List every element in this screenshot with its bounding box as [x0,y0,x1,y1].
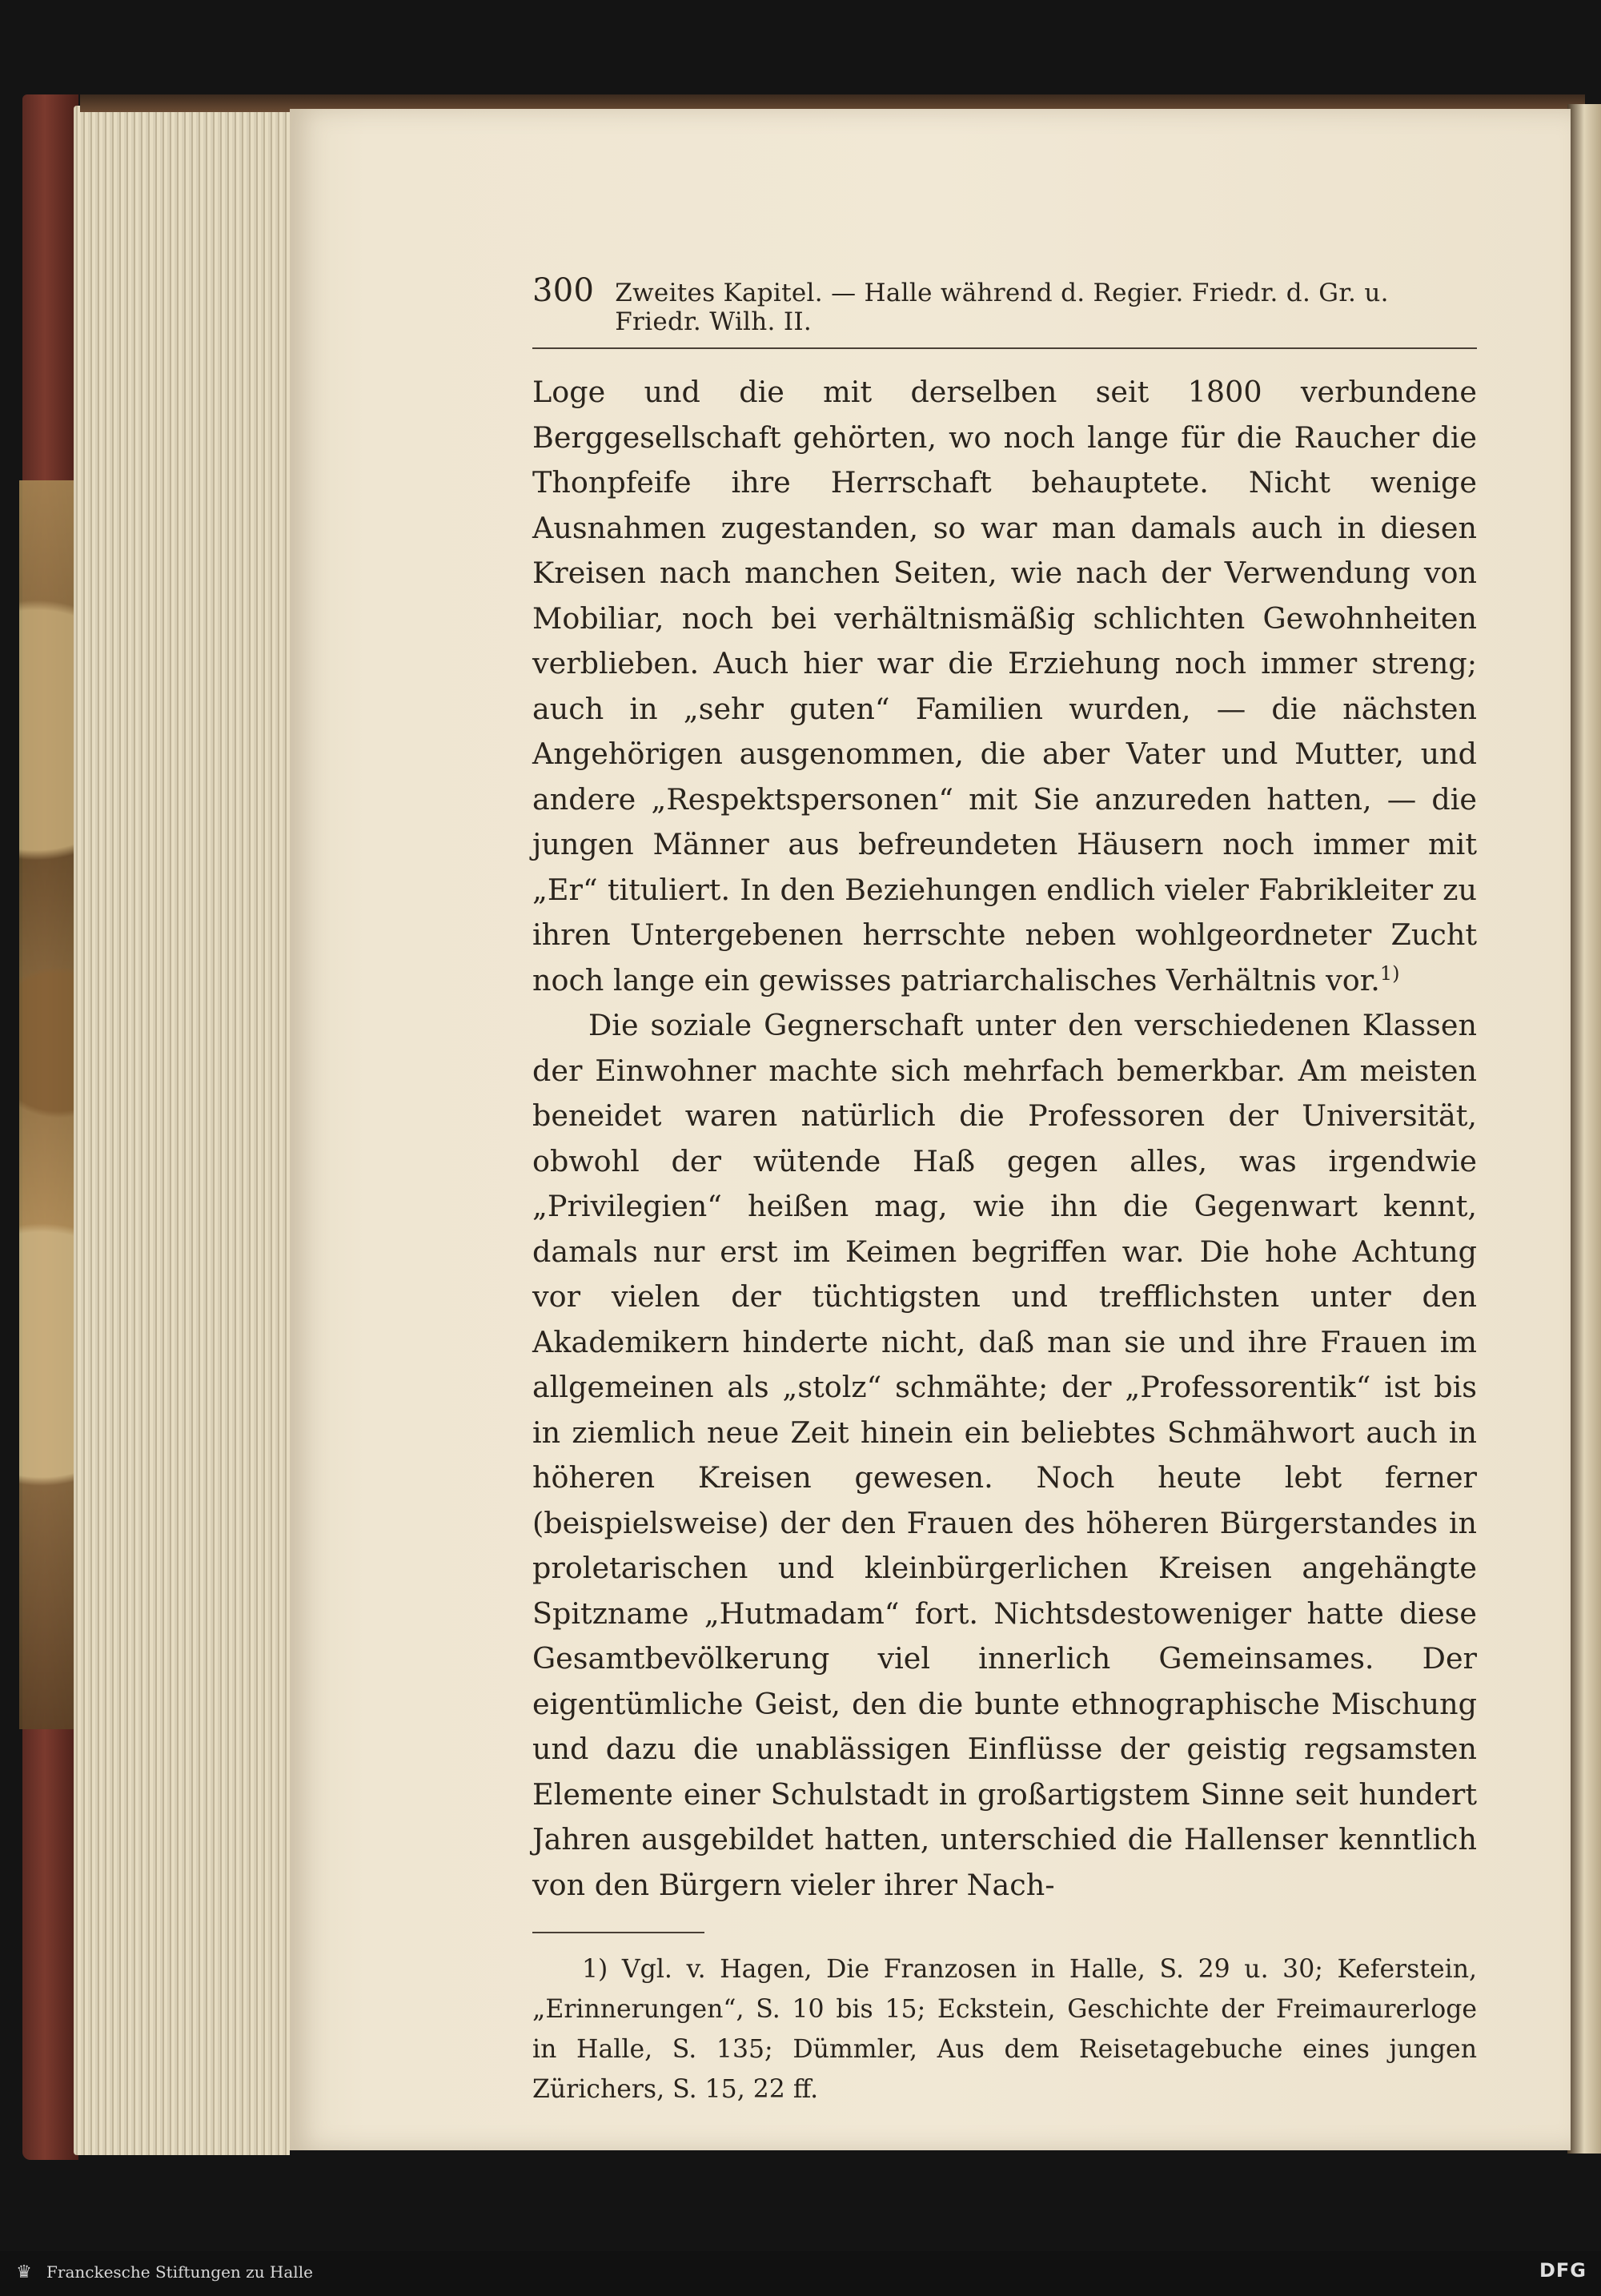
institution-label: Franckesche Stiftungen zu Halle [46,2262,313,2282]
page-stack-edge [74,106,290,2155]
page-number: 300 [532,272,595,309]
footnote-reference: 1) [1379,961,1400,985]
dfg-logo: DFG [1539,2259,1587,2282]
foundation-emblem-icon: ♛ [16,2262,32,2282]
footnote: 1) Vgl. v. Hagen, Die Franzosen in Halle, S. 29 u. 30; Keferstein, „Erinnerungen“, S. 10 bis 15; Eckstein, Geschichte der Freimaurerloge in Halle, S. 135; Dümmler, Aus dem Reisetagebuche eines jungen Zürichers, S. 15, 22 ff. [532,1955,1477,2104]
running-title: Zweites Kapitel. — Halle während d. Regier. Friedr. d. Gr. u. Friedr. Wilh. II. [615,279,1389,336]
header-rule [532,347,1477,349]
paragraph-1 [532,370,1477,1003]
marbled-endpaper [19,480,75,1729]
page-text-block [532,272,1477,2109]
paragraph-2: Die soziale Gegnerschaft unter den verschiedenen Klassen der Einwohner machte sich mehrfach bemerkbar. Am meisten beneidet waren natürlich die Professoren der Universität, obwohl der wütende Haß gegen alles, was irgendwie „Privilegien“ heißen mag, wie ihn die Gegenwart kennt, damals nur erst im Keimen begriffen war. Die hohe Achtung vor vielen der tüchtigsten und trefflichsten unter den Akademikern hinderte nicht, daß man sie und ihre Frauen im allgemeinen als „stolz“ schmähte; der „Professorentik“ ist bis in ziemlich neue Zeit hinein ein beliebtes Schmähwort auch in höheren Kreisen gewesen. Noch heute lebt ferner (beispielsweise) der den Frauen des höheren Bürgerstandes in proletarischen und kleinbürgerlichen Kreisen angehängte Spitzname „Hutmadam“ fort. Nichtsdestoweniger hatte diese Gesamtbevölkerung viel innerlich Gemeinsames. Der eigentümliche Geist, den die bunte ethnographische Mischung und dazu die unablässigen Einflüsse der geistig regsamsten Elemente einer Schulstadt in großartigstem Sinne seit hundert Jahren ausgebildet hatten, unterschied die Hallenser kenntlich von den Bürgern vieler ihrer Nach- [532,1008,1477,1902]
book-right-edge [1567,104,1601,2154]
paragraph-1-text: Loge und die mit derselben seit 1800 verbundene Berggesellschaft gehörten, wo noch lange für die Raucher die Thonpfeife ihre Herrschaft behauptete. Nicht wenige Ausnahmen zugestanden, so war man damals auch in diesen Kreisen nach manchen Seiten, wie nach der Verwendung von Mobiliar, noch bei verhältnismäßig schlichten Gewohnheiten verblieben. Auch hier war die Erziehung noch immer streng; auch in „sehr guten“ Familien wurden, — die nächsten Angehörigen ausgenommen, die aber Vater und Mutter, und andere „Respektspersonen“ mit Sie anzureden hatten, — die jungen Männer aus befreundeten Häusern noch immer mit „Er“ tituliert. In den Beziehungen endlich vieler Fabrikleiter zu ihren Untergebenen herrschte neben wohlgeordneter Zucht noch lange ein gewisses patriarchalisches Verhältnis vor. [532,375,1477,997]
footnote-rule [532,1932,704,1933]
running-header [532,272,1477,336]
